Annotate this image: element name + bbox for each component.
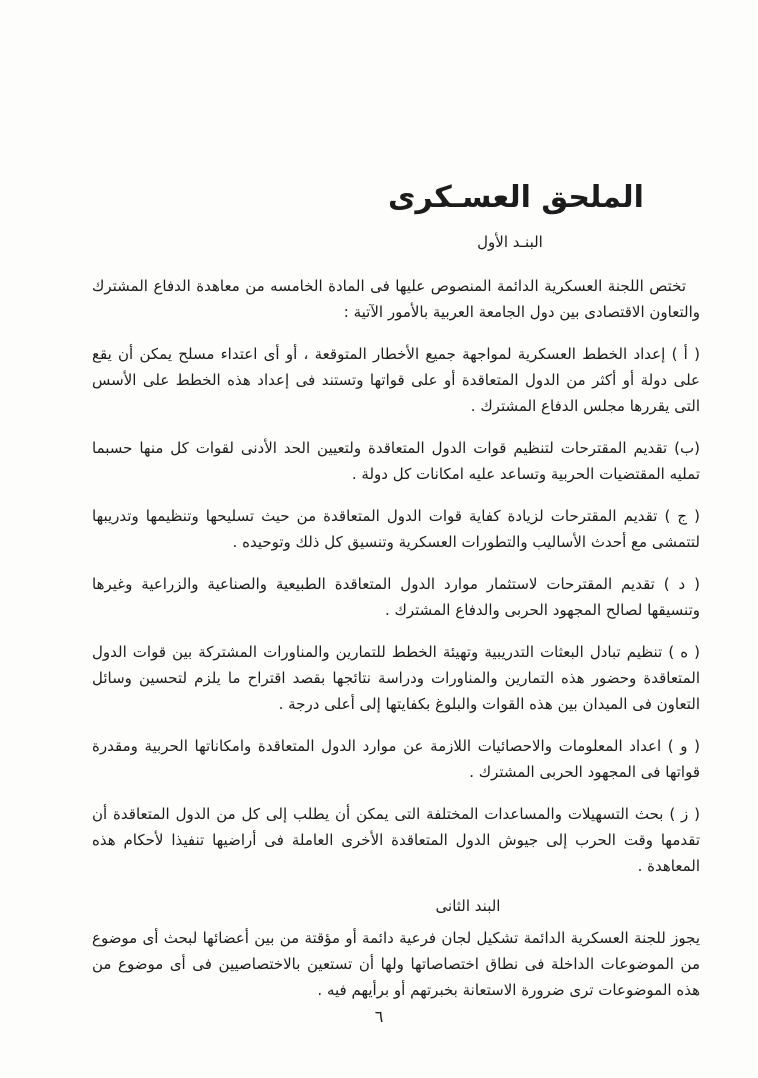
intro-paragraph: تختص اللجنة العسكرية الدائمة المنصوص عليها فى المادة الخامسه من معاهدة الدفاع المشترك والتعاون الاقتصادى بين دول الجامعة العربية بالأمور الآتية :	[92, 277, 700, 321]
section-1-heading: البنـد الأول	[477, 233, 543, 251]
item-marker: ( د )	[663, 575, 700, 593]
item-text: تنظيم تبادل البعثات التدريبية وتهيئة الخطط للتمارين والمناورات المشتركة بين قوات الدول المتعاقدة وحضور هذه التمارين والمناورات ودراسة نتائجها بقصد اقتراح ما يلزم لتحسين وسائل التعاون فى الميدان بين هذه القوات والبلوغ بكفايتها إلى أعلى درجة .	[92, 643, 700, 713]
item-text: تقديم المقترحات لتنظيم قوات الدول المتعاقدة ولتعيين الحد الأدنى لقوات كل منها حسبما تمليه المقتضيات الحربية وتساعد عليه امكانات كل دولة .	[92, 439, 700, 483]
list-item-j	[92, 503, 700, 555]
item-marker: ( ه )	[668, 643, 700, 661]
page-content	[92, 0, 700, 1003]
list-item-w	[92, 733, 700, 785]
list-item-d	[92, 571, 700, 623]
item-text: تقديم المقترحات لاستثمار موارد الدول المتعاقدة الطبيعية والصناعية والزراعية وغيرها وتنسيقها لصالح المجهود الحربى والدفاع المشترك .	[92, 575, 700, 619]
section-2-heading: البند الثانى	[435, 897, 501, 915]
item-marker: ( و )	[667, 737, 701, 755]
section-2-paragraph: يجوز للجنة العسكرية الدائمة تشكيل لجان فرعية دائمة أو مؤقتة من بين أعضائها لبحث أى موضوع من الموضوعات الداخلة فى نطاق اختصاصاتها ولها أن تستعين بالاختصاصيين فى أى موضوع من هذه الموضوعات ترى ضرورة الاستعانة بخبرتهم أو برأيهم فيه .	[92, 929, 700, 999]
item-text: اعداد المعلومات والاحصائيات اللازمة عن موارد الدول المتعاقدة وامكاناتها الحربية ومقدرة قواتها فى المجهود الحربى المشترك .	[92, 737, 700, 781]
item-text: بحث التسهيلات والمساعدات المختلفة التى يمكن أن يطلب إلى كل من الدول المتعاقدة أن تقدمها وقت الحرب إلى جيوش الدول المتعاقدة الأخرى العاملة فى أراضيها تنفيذا لأحكام هذه المعاهدة .	[92, 805, 700, 875]
page-title: الملحق العسـكرى	[388, 180, 644, 215]
list-item-z	[92, 801, 700, 879]
page-number: ٦	[374, 1007, 384, 1026]
list-item-b	[92, 435, 700, 487]
item-text: تقديم المقترحات لزيادة كفاية قوات الدول المتعاقدة من حيث تسليحها وتنظيمها وتدريبها لتتمشى مع أحدث الأساليب والتطورات العسكرية وتنسيق كل ذلك وتوحيده .	[92, 507, 700, 551]
item-text: إعداد الخطط العسكرية لمواجهة جميع الأخطار المتوقعة ، أو أى اعتداء مسلح يمكن أن يقع على دولة أو أكثر من الدول المتعاقدة أو على قواتها وتستند فى إعداد هذه الخطط على الأسس التى يقررها مجلس الدفاع المشترك .	[92, 345, 700, 415]
item-marker: ( ز )	[669, 805, 700, 823]
item-marker: ( أ )	[671, 345, 700, 363]
list-item-a	[92, 341, 700, 419]
item-marker: ( ج )	[664, 507, 700, 525]
item-marker: (ب)	[674, 439, 700, 457]
list-item-h	[92, 639, 700, 717]
